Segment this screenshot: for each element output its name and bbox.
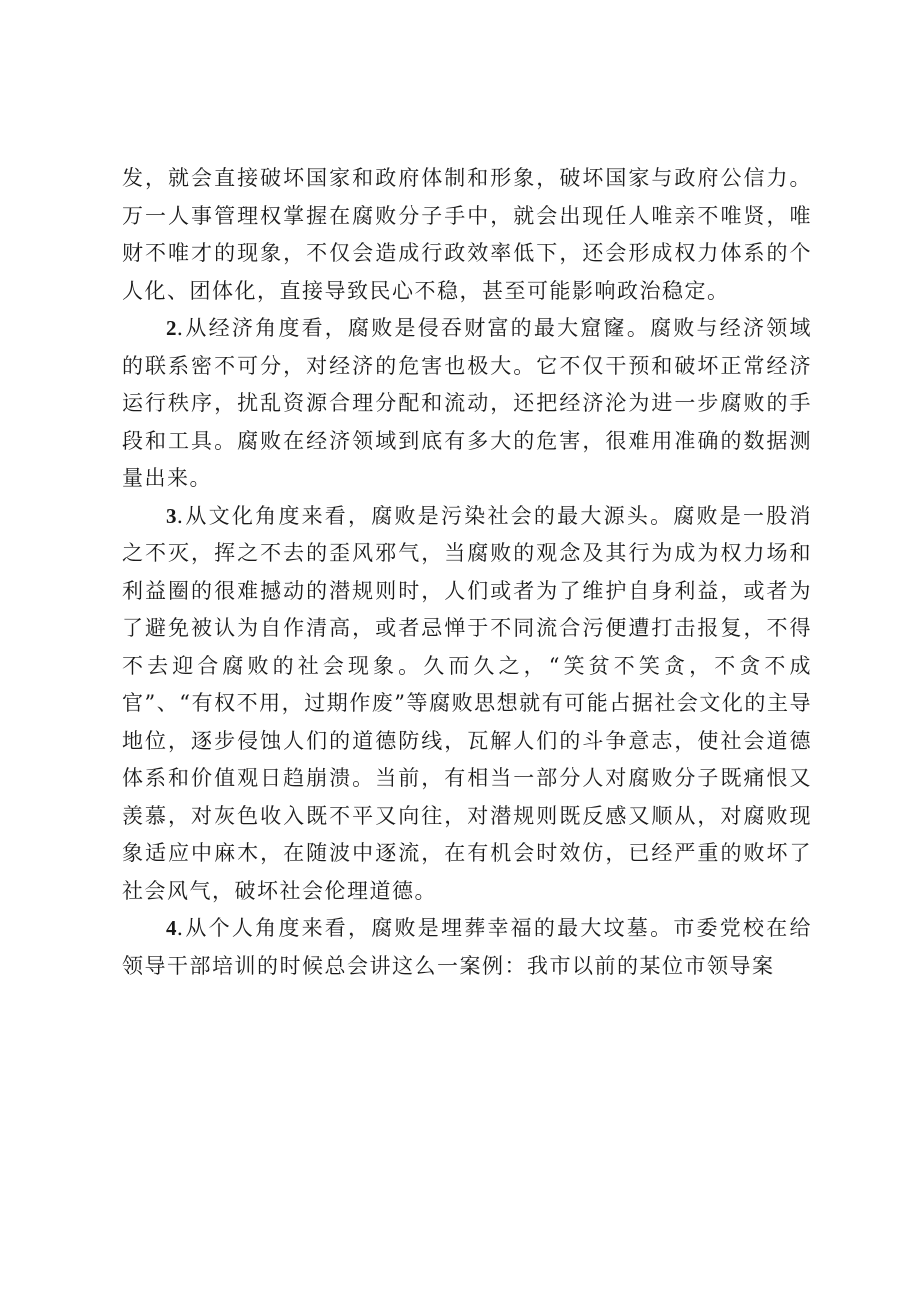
paragraph-text: .从个人角度来看，腐败是埋葬幸福的最大坟墓。市委党校在给领导干部培训的时候总会讲这么一案例：我市以前的某位市领导案 [122, 916, 812, 978]
paragraph-number: 4 [166, 916, 177, 940]
paragraph-cultural [122, 498, 812, 911]
paragraph-text: .从经济角度看，腐败是侵吞财富的最大窟窿。腐败与经济领域的联系密不可分，对经济的危害也极大。它不仅干预和破坏正常经济运行秩序，扰乱资源合理分配和流动，还把经济沦为进一步腐败的手段和工具。腐败在经济领域到底有多大的危害，很难用准确的数据测量出来。 [122, 316, 812, 490]
paragraph-continuation [122, 160, 812, 310]
paragraph-text: 发，就会直接破坏国家和政府体制和形象，破坏国家与政府公信力。万一人事管理权掌握在腐败分子手中，就会出现任人唯亲不唯贤，唯财不唯才的现象，不仅会造成行政效率低下，还会形成权力体系的个人化、团体化，直接导致民心不稳，甚至可能影响政治稳定。 [122, 166, 812, 303]
paragraph-text: .从文化角度来看，腐败是污染社会的最大源头。腐败是一股消之不灭，挥之不去的歪风邪气，当腐败的观念及其行为成为权力场和利益圈的很难撼动的潜规则时，人们或者为了维护自身利益，或者为了避免被认为自作清高，或者忌惮于不同流合污便遭打击报复，不得不去迎合腐败的社会现象。久而久之，“笑贫不笑贪，不贪不成官”、“有权不用，过期作废”等腐败思想就有可能占据社会文化的主导地位，逐步侵蚀人们的道德防线，瓦解人们的斗争意志，使社会道德体系和价值观日趋崩溃。当前，有相当一部分人对腐败分子既痛恨又羡慕，对灰色收入既不平又向往，对潜规则既反感又顺从，对腐败现象适应中麻木，在随波中逐流，在有机会时效仿，已经严重的败坏了社会风气，破坏社会伦理道德。 [122, 503, 812, 903]
paragraph-personal [122, 910, 812, 985]
paragraph-number: 3 [166, 503, 177, 528]
document-body [122, 160, 812, 985]
paragraph-economic [122, 310, 812, 498]
paragraph-number: 2 [166, 316, 177, 340]
